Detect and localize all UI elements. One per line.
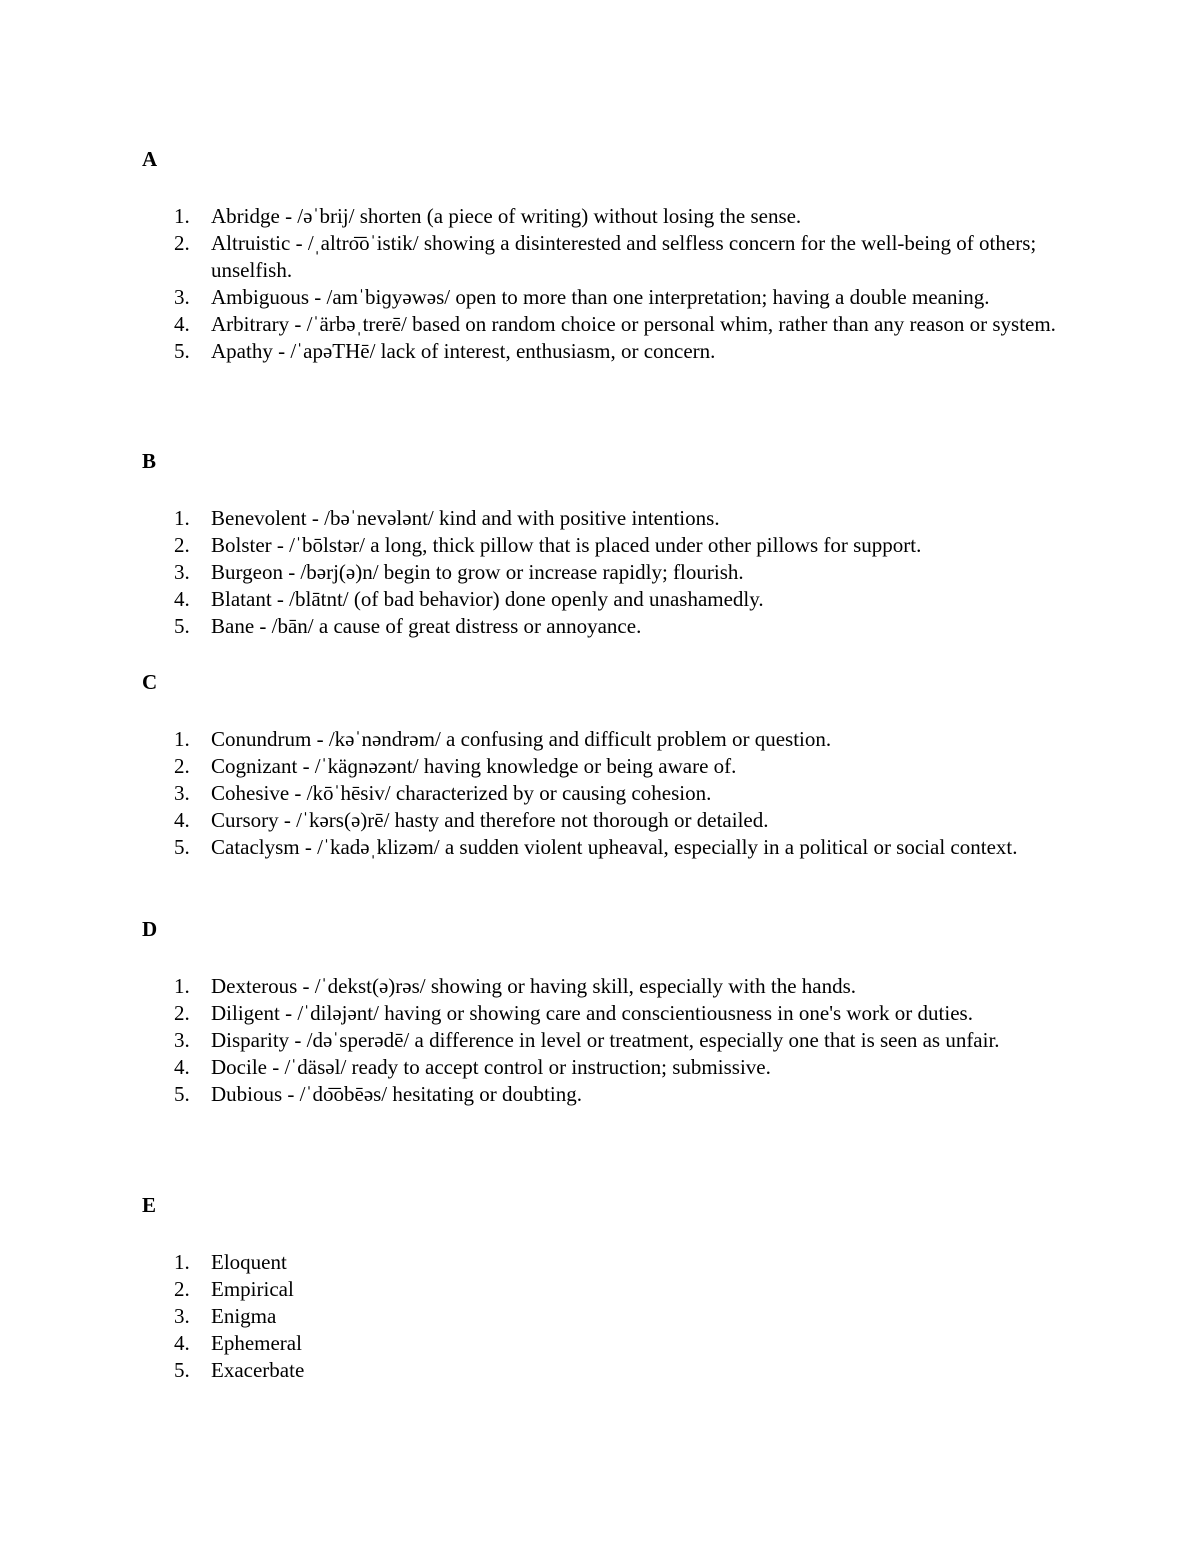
item-number: 2.: [174, 754, 190, 778]
item-number: 4.: [174, 587, 190, 611]
item-text: Cataclysm - /ˈkadəˌklizəm/ a sudden violent upheaval, especially in a political or social context.: [211, 835, 1018, 859]
item-text: Bolster - /ˈbōlstər/ a long, thick pillow that is placed under other pillows for support.: [211, 533, 922, 557]
list-item: [0, 1330, 1061, 1357]
list-item: [0, 1357, 1061, 1384]
list-item: [0, 311, 1061, 338]
list-item: [0, 780, 1061, 807]
item-text: Disparity - /dəˈsperədē/ a difference in level or treatment, especially one that is seen as unfair.: [211, 1028, 1000, 1052]
list-item: [0, 559, 1061, 586]
item-text: Diligent - /ˈdiləjənt/ having or showing care and conscientiousness in one's work or duties.: [211, 1001, 973, 1025]
section-heading: E: [142, 1193, 157, 1217]
item-text: Empirical: [211, 1277, 294, 1301]
item-number: 3.: [174, 781, 190, 805]
list-item: [0, 834, 1061, 861]
item-text: Cohesive - /kōˈhēsiv/ characterized by or causing cohesion.: [211, 781, 712, 805]
list-item: [0, 1000, 1061, 1027]
item-number: 5.: [174, 614, 190, 638]
item-number: 5.: [174, 835, 190, 859]
item-text: Ambiguous - /amˈbiɡyəwəs/ open to more than one interpretation; having a double meaning.: [211, 285, 990, 309]
item-text: Burgeon - /bərj(ə)n/ begin to grow or increase rapidly; flourish.: [211, 560, 744, 584]
list-item: [0, 505, 1061, 532]
list-item: [0, 726, 1061, 753]
item-number: 5.: [174, 1358, 190, 1382]
word-list: [0, 973, 1200, 1108]
item-number: 2.: [174, 533, 190, 557]
item-number: 4.: [174, 1055, 190, 1079]
item-number: 3.: [174, 1304, 190, 1328]
item-number: 1.: [174, 506, 190, 530]
item-number: 5.: [174, 1082, 190, 1106]
list-item: [0, 1054, 1061, 1081]
item-number: 2.: [174, 1001, 190, 1025]
list-item: [0, 753, 1061, 780]
item-text: Ephemeral: [211, 1331, 302, 1355]
list-item: [0, 284, 1061, 311]
list-item: [0, 973, 1061, 1000]
list-item: [0, 338, 1061, 365]
item-text: Cursory - /ˈkərs(ə)rē/ hasty and therefore not thorough or detailed.: [211, 808, 769, 832]
list-item: [0, 203, 1061, 230]
item-number: 1.: [174, 1250, 190, 1274]
item-number: 5.: [174, 339, 190, 363]
item-text: Blatant - /blātnt/ (of bad behavior) done openly and unashamedly.: [211, 587, 764, 611]
list-item: [0, 230, 1061, 284]
item-text: Abridge - /əˈbrij/ shorten (a piece of writing) without losing the sense.: [211, 204, 802, 228]
item-text: Arbitrary - /ˈärbəˌtrerē/ based on random choice or personal whim, rather than any reason or system.: [211, 312, 1056, 336]
item-text: Enigma: [211, 1304, 277, 1328]
item-text: Altruistic - /ˌaltro͞oˈistik/ showing a disinterested and selfless concern for the well-being of others; unselfish.: [211, 231, 1037, 282]
list-item: [0, 1081, 1061, 1108]
list-item: [0, 807, 1061, 834]
word-list: [0, 203, 1200, 365]
item-number: 4.: [174, 808, 190, 832]
item-text: Exacerbate: [211, 1358, 305, 1382]
word-list: [0, 1249, 1200, 1384]
section-heading: D: [142, 917, 158, 941]
item-text: Conundrum - /kəˈnəndrəm/ a confusing and difficult problem or question.: [211, 727, 832, 751]
item-number: 2.: [174, 1277, 190, 1301]
item-number: 1.: [174, 204, 190, 228]
section-heading: A: [142, 147, 158, 171]
item-text: Bane - /bān/ a cause of great distress or annoyance.: [211, 614, 642, 638]
list-item: [0, 1303, 1061, 1330]
item-number: 1.: [174, 727, 190, 751]
item-text: Apathy - /ˈapəTHē/ lack of interest, enthusiasm, or concern.: [211, 339, 716, 363]
list-item: [0, 1249, 1061, 1276]
list-item: [0, 1027, 1061, 1054]
item-number: 2.: [174, 231, 190, 255]
item-number: 3.: [174, 285, 190, 309]
list-item: [0, 613, 1061, 640]
item-number: 3.: [174, 560, 190, 584]
list-item: [0, 1276, 1061, 1303]
item-number: 1.: [174, 974, 190, 998]
item-number: 4.: [174, 312, 190, 336]
item-text: Dubious - /ˈdo͞obēəs/ hesitating or doubting.: [211, 1082, 582, 1106]
item-number: 3.: [174, 1028, 190, 1052]
word-list: [0, 505, 1200, 640]
list-item: [0, 532, 1061, 559]
item-text: Eloquent: [211, 1250, 287, 1274]
item-text: Cognizant - /ˈkäɡnəzənt/ having knowledge or being aware of.: [211, 754, 737, 778]
list-item: [0, 586, 1061, 613]
word-list: [0, 726, 1200, 861]
section-heading: C: [142, 670, 158, 694]
item-number: 4.: [174, 1331, 190, 1355]
item-text: Docile - /ˈdäsəl/ ready to accept control or instruction; submissive.: [211, 1055, 771, 1079]
item-text: Benevolent - /bəˈnevələnt/ kind and with positive intentions.: [211, 506, 720, 530]
item-text: Dexterous - /ˈdekst(ə)rəs/ showing or having skill, especially with the hands.: [211, 974, 857, 998]
section-heading: B: [142, 449, 157, 473]
